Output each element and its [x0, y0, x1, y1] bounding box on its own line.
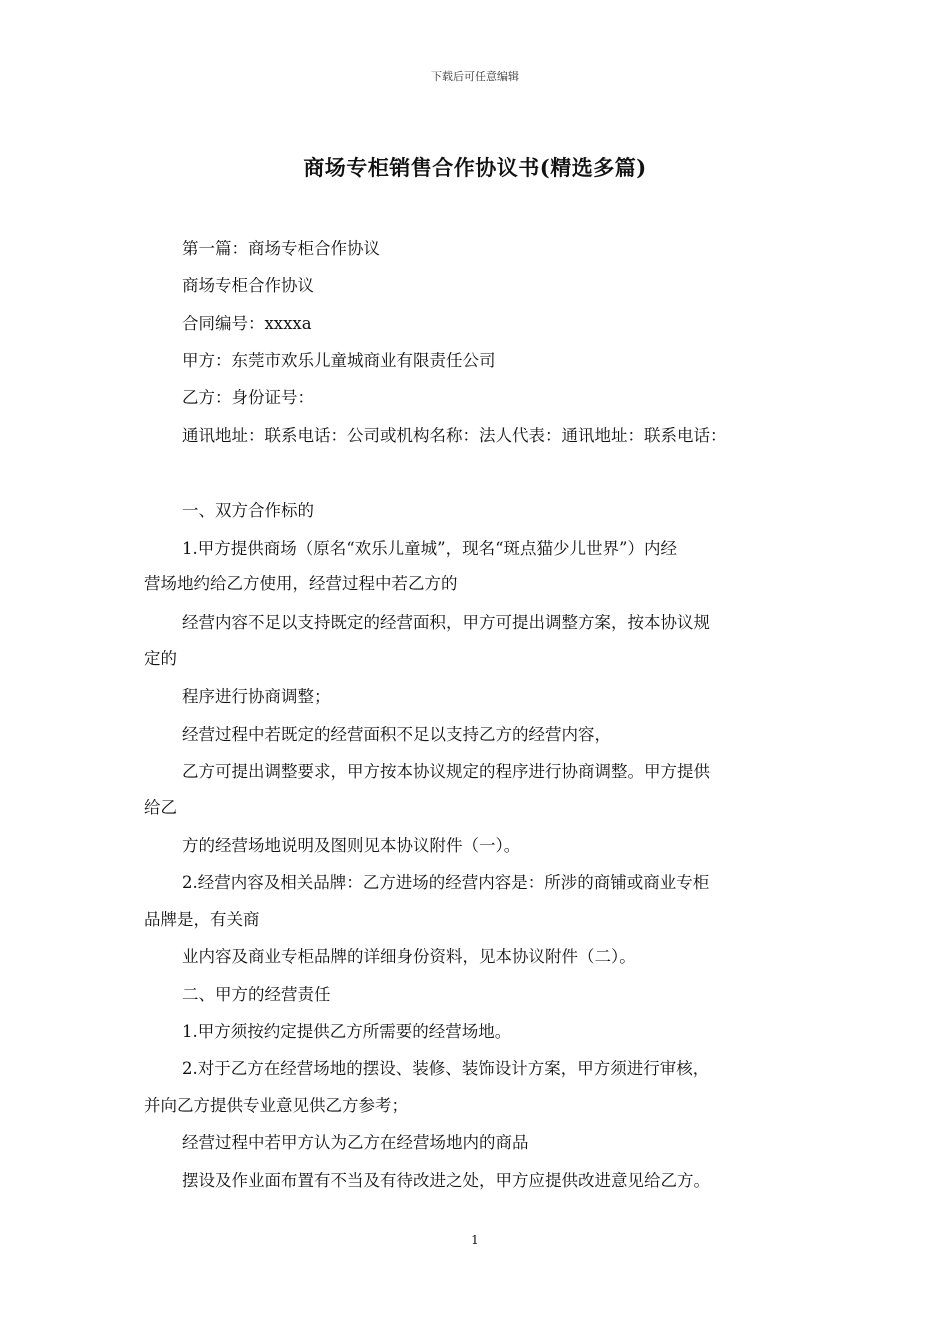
body-line: 营场地约给乙方使用，经营过程中若乙方的	[144, 574, 458, 593]
body-line: 方的经营场地说明及图则见本协议附件（一）。	[182, 836, 521, 855]
body-line: 摆设及作业面布置有不当及有待改进之处，甲方应提供改进意见给乙方。	[182, 1171, 710, 1190]
document-title: 商场专柜销售合作协议书(精选多篇)	[303, 155, 647, 180]
body-line: 定的	[144, 649, 177, 668]
body-line: 1.甲方须按约定提供乙方所需要的经营场地。	[182, 1022, 512, 1041]
body-line: 乙方：身份证号：	[182, 388, 314, 407]
section-heading: 二、甲方的经营责任	[182, 985, 331, 1004]
body-line: 经营内容不足以支持既定的经营面积，甲方可提出调整方案，按本协议规	[182, 613, 710, 632]
body-line: 甲方：东莞市欢乐儿童城商业有限责任公司	[182, 351, 496, 370]
section-heading: 一、双方合作标的	[182, 501, 314, 520]
header-note: 下载后可任意编辑	[431, 70, 519, 83]
body-line: 通讯地址：联系电话：公司或机构名称：法人代表：通讯地址：联系电话：	[182, 426, 727, 445]
page-number: 1	[471, 1233, 479, 1247]
body-line: 2.经营内容及相关品牌：乙方进场的经营内容是：所涉的商铺或商业专柜	[182, 873, 710, 892]
body-line: 乙方可提出调整要求，甲方按本协议规定的程序进行协商调整。甲方提供	[182, 762, 710, 781]
body-line: 给乙	[144, 798, 177, 817]
body-line: 经营过程中若既定的经营面积不足以支持乙方的经营内容，	[182, 725, 611, 744]
body-line: 合同编号：xxxxa	[182, 314, 312, 333]
body-line: 业内容及商业专柜品牌的详细身份资料，见本协议附件（二）。	[182, 947, 636, 966]
body-line: 经营过程中若甲方认为乙方在经营场地内的商品	[182, 1133, 529, 1152]
body-line: 第一篇：商场专柜合作协议	[182, 239, 380, 258]
body-line: 并向乙方提供专业意见供乙方参考；	[144, 1096, 408, 1115]
body-line: 1.甲方提供商场（原名“欢乐儿童城”，现名“斑点猫少儿世界”）内经	[182, 539, 677, 558]
body-line: 程序进行协商调整；	[182, 687, 331, 706]
body-line: 商场专柜合作协议	[182, 276, 314, 295]
body-line: 2.对于乙方在经营场地的摆设、装修、装饰设计方案，甲方须进行审核，	[182, 1059, 710, 1078]
body-line: 品牌是，有关商	[144, 910, 260, 929]
